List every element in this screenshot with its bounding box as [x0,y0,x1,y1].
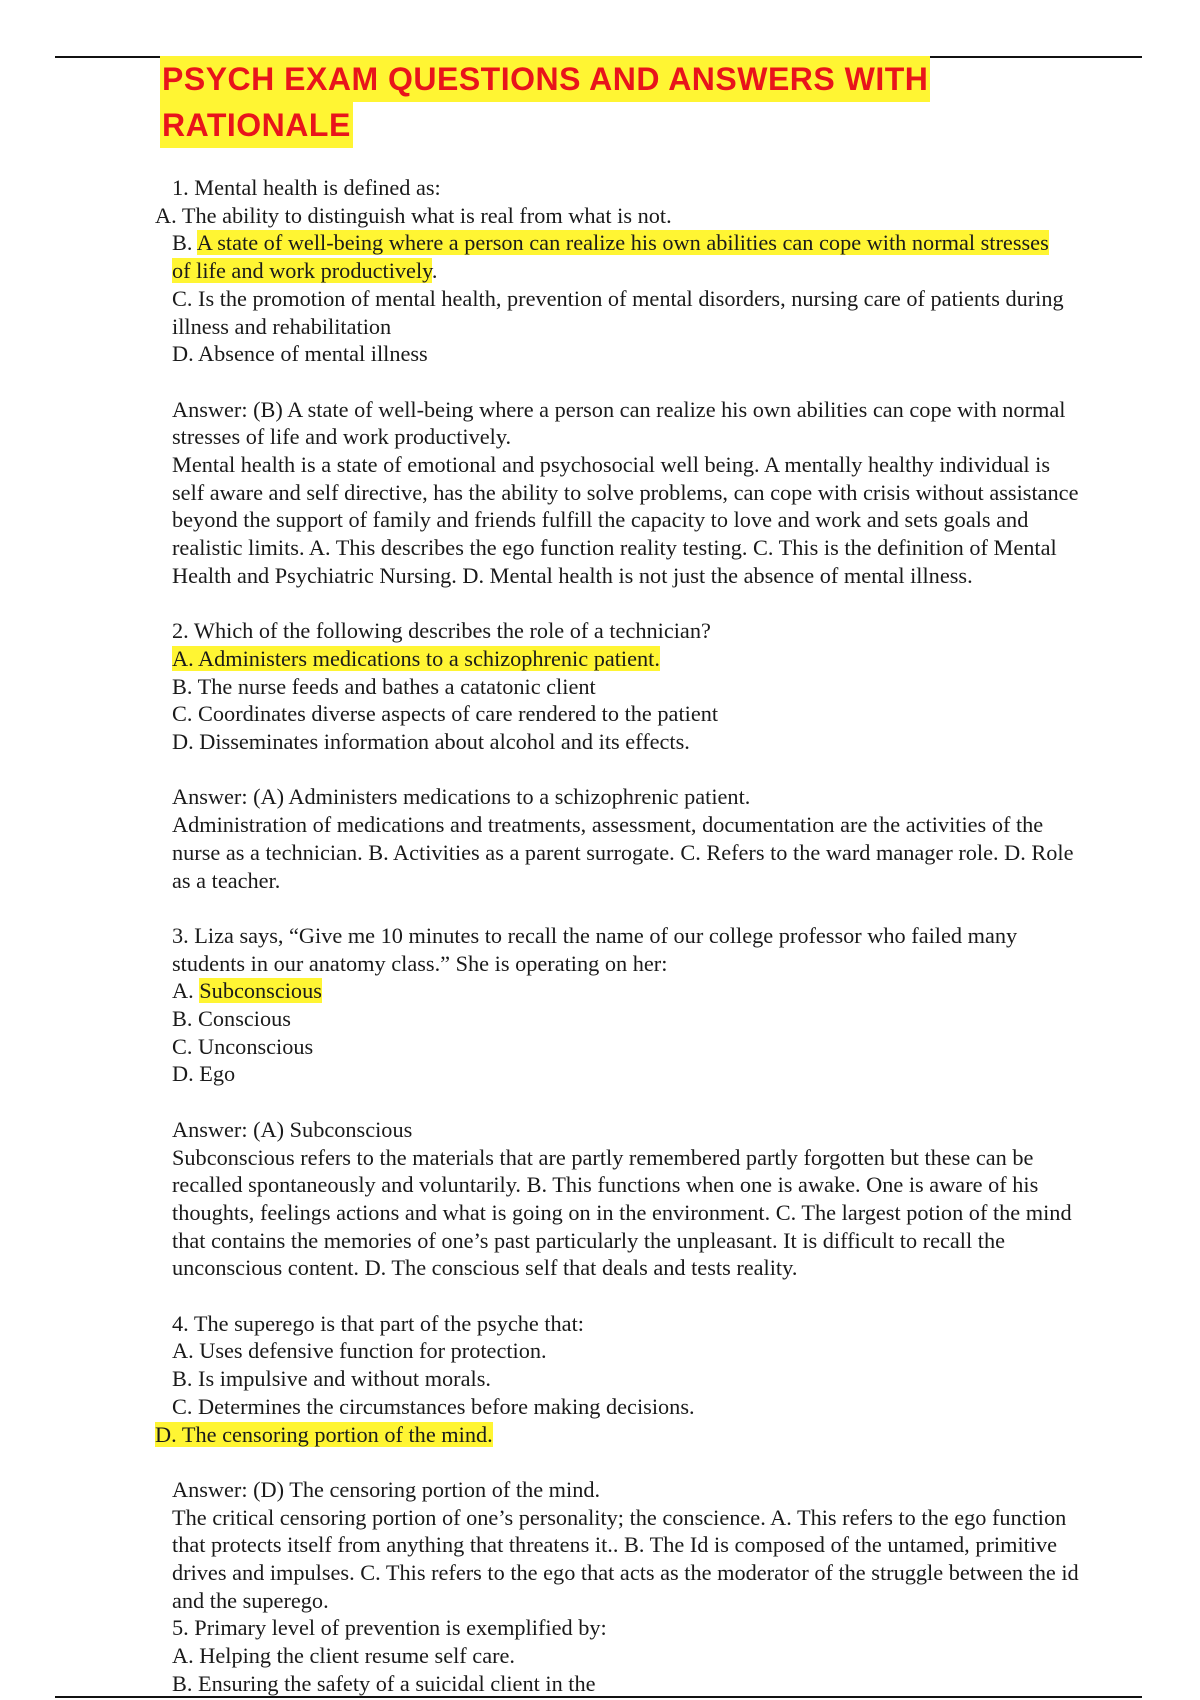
q2-question: 2. Which of the following describes the role of a technician? [172,618,711,644]
title-line-1: PSYCH EXAM QUESTIONS AND ANSWERS WITH [160,56,930,102]
q2-rationale-1: Administration of medications and treatments, assessment, documentation are the activities of the [172,812,1044,838]
q2-option-b: B. The nurse feeds and bathes a catatonic client [172,673,596,699]
q1-option-b-highlight-2: of life and work productively [172,258,432,284]
q4-answer: Answer: (D) The censoring portion of the mind. [172,1476,601,1502]
q4-rationale-4: and the superego. [172,1587,329,1613]
q2-rationale-3: as a teacher. [172,867,281,893]
q1-option-a: A. The ability to distinguish what is real from what is not. [155,202,672,228]
q1-option-b-cont: of life and work productively. [172,258,438,284]
q1-rationale-2: self aware and self directive, has the ability to solve problems, can cope with crisis without assistance [172,479,1079,505]
q1-option-d: D. Absence of mental illness [172,341,428,367]
q1-option-b: B. A state of well-being where a person can realize his own abilities can cope with normal stresses [172,230,1049,256]
q4-option-d [155,1421,1172,1449]
q4-option-a: A. Uses defensive function for protection. [172,1338,547,1364]
document-body [155,174,1172,1696]
q3-answer: Answer: (A) Subconscious [172,1116,413,1142]
q2-option-c: C. Coordinates diverse aspects of care rendered to the patient [172,701,719,727]
q3-question-cont: students in our anatomy class.” She is operating on her: [172,950,668,976]
q3-option-a: A. Subconscious [172,978,322,1004]
q3-rationale-4: that contains the memories of one’s past particularly the unpleasant. It is difficult to recall the [172,1227,1005,1253]
q5-option-a: A. Helping the client resume self care. [172,1643,515,1669]
q4-option-b: B. Is impulsive and without morals. [172,1366,491,1392]
q4-option-d-highlight: D. The censoring portion of the mind. [155,1421,493,1447]
q1-answer-cont: stresses of life and work productively. [172,424,512,450]
q2-option-d: D. Disseminates information about alcohol and its effects. [172,729,690,755]
q3-rationale-5: unconscious content. D. The conscious self that deals and tests reality. [172,1255,798,1281]
q4-rationale-3: drives and impulses. C. This refers to the ego that acts as the moderator of the struggle between the id [172,1560,1079,1586]
title-line-2: RATIONALE [160,102,353,148]
q4-question: 4. The superego is that part of the psyche that: [172,1310,584,1336]
q4-rationale-1: The critical censoring portion of one’s personality; the conscience. A. This refers to the ego function [172,1504,1067,1530]
q1-rationale-1: Mental health is a state of emotional and psychosocial well being. A mentally healthy individual is [172,452,1051,478]
q4-rationale-2: that protects itself from anything that threatens it.. B. The Id is composed of the untamed, primitive [172,1532,1058,1558]
q1-rationale-3: beyond the support of family and friends fulfill the capacity to love and work and sets goals and [172,507,1029,533]
q3-question: 3. Liza says, “Give me 10 minutes to recall the name of our college professor who failed many [172,922,1018,948]
q2-option-a [172,645,1172,673]
q3-option-b: B. Conscious [172,1006,291,1032]
q5-option-b: B. Ensuring the safety of a suicidal client in the [172,1670,596,1696]
q1-option-c-cont: illness and rehabilitation [172,313,392,339]
q1-answer: Answer: (B) A state of well-being where a person can realize his own abilities can cope with normal [172,396,1066,422]
q1-rationale-4: realistic limits. A. This describes the ego function reality testing. C. This is the definition of Mental [172,535,1057,561]
q1-option-c: C. Is the promotion of mental health, prevention of mental disorders, nursing care of patients during [172,285,1064,311]
q1-question: 1. Mental health is defined as: [172,175,441,200]
q3-option-d: D. Ego [172,1061,236,1087]
q1-rationale-5: Health and Psychiatric Nursing. D. Mental health is not just the absence of mental illness. [172,562,973,588]
q3-rationale-2: recalled spontaneously and voluntarily. B. This functions when one is awake. One is aware of his [172,1172,1039,1198]
q4-option-c: C. Determines the circumstances before making decisions. [172,1393,695,1419]
q2-option-a-highlight: A. Administers medications to a schizophrenic patient. [172,645,660,671]
bottom-rule [55,1696,1142,1698]
q2-rationale-2: nurse as a technician. B. Activities as a parent surrogate. C. Refers to the ward manager role. D. Role [172,839,1074,865]
document-title [160,56,930,148]
q3-rationale-3: thoughts, feelings actions and what is going on in the environment. C. The largest potion of the mind [172,1199,1072,1225]
q1-option-b-highlight: A state of well-being where a person can realize his own abilities can cope with normal stresses [196,230,1049,256]
q3-option-a-highlight: Subconscious [199,978,322,1004]
q5-question: 5. Primary level of prevention is exemplified by: [172,1615,607,1641]
q3-rationale-1: Subconscious refers to the materials that are partly remembered partly forgotten but these can be [172,1144,1034,1170]
q2-answer: Answer: (A) Administers medications to a schizophrenic patient. [172,784,751,810]
q3-option-c: C. Unconscious [172,1033,314,1059]
